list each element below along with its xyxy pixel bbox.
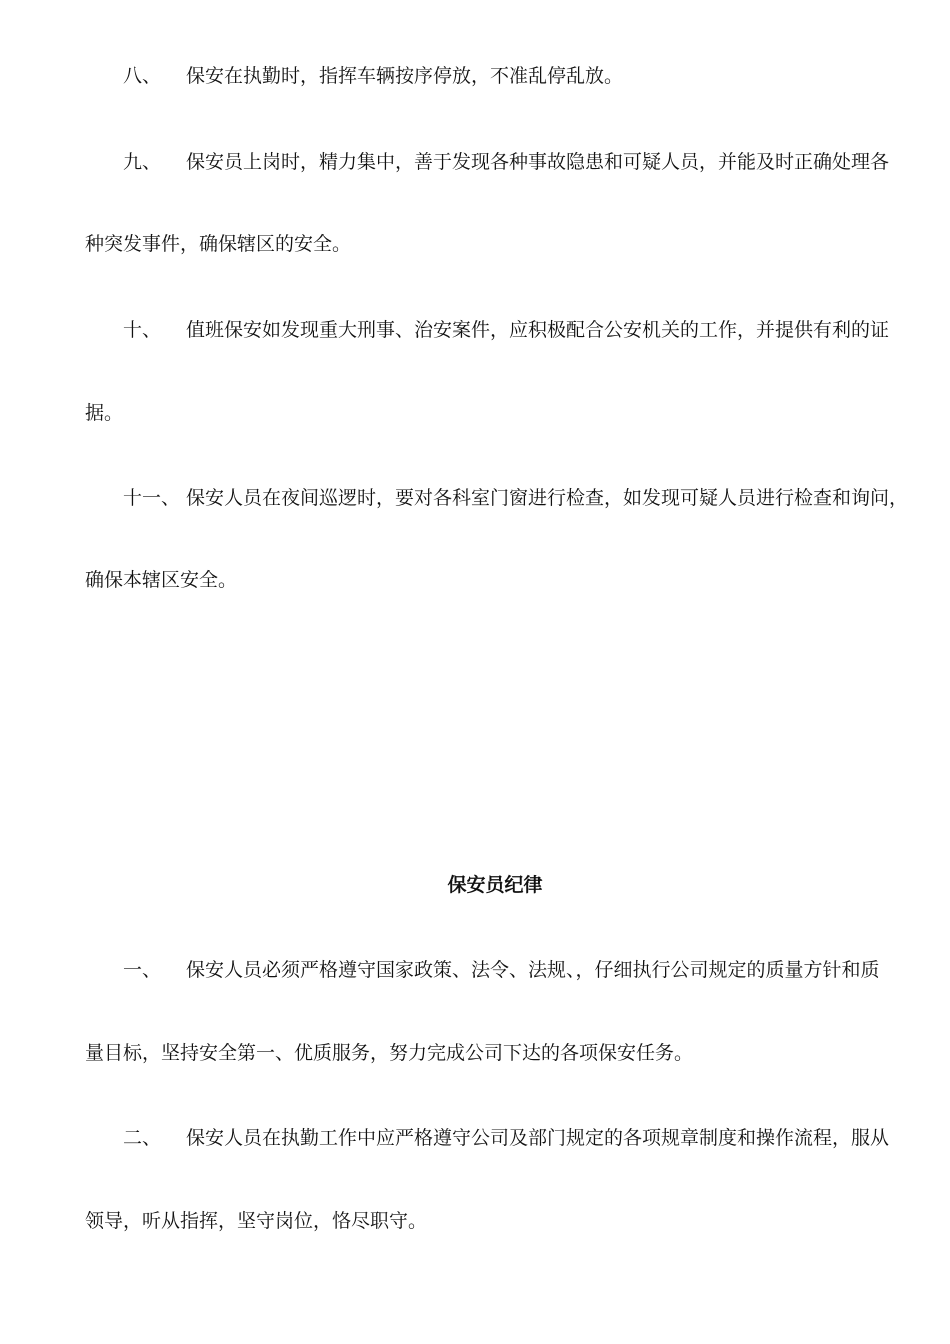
item-text-line: 量目标，坚持安全第一、优质服务，努力完成公司下达的各项保安任务。 — [85, 1042, 694, 1064]
item-text-line: 确保本辖区安全。 — [85, 569, 238, 591]
item-number: 一、 — [123, 959, 162, 981]
item-text-line: 保安人员在夜间巡逻时，要对各科室门窗进行检查，如发现可疑人员进行检查和询问， — [186, 487, 909, 509]
item-text-line: 领导，听从指挥，坚守岗位，恪尽职守。 — [85, 1210, 428, 1232]
item-text-line: 据。 — [85, 402, 124, 424]
item-text-line: 保安人员必须严格遵守国家政策、法令、法规、，仔细执行公司规定的质量方针和质 — [186, 959, 880, 981]
item-number: 十、 — [123, 319, 162, 341]
item-number: 二、 — [123, 1127, 162, 1149]
item-text-line: 保安在执勤时，指挥车辆按序停放，不准乱停乱放。 — [186, 65, 624, 87]
section-title: 保安员纪律 — [447, 874, 543, 896]
item-text-line: 保安人员在执勤工作中应严格遵守公司及部门规定的各项规章制度和操作流程，服从 — [186, 1127, 890, 1149]
item-number: 九、 — [123, 151, 162, 173]
item-text-line: 种突发事件，确保辖区的安全。 — [85, 233, 352, 255]
item-text-line: 值班保安如发现重大刑事、治安案件，应积极配合公安机关的工作，并提供有利的证 — [186, 319, 890, 341]
item-number: 十一、 — [123, 487, 181, 509]
item-number: 八、 — [123, 65, 162, 87]
item-text-line: 保安员上岗时，精力集中，善于发现各种事故隐患和可疑人员，并能及时正确处理各 — [186, 151, 890, 173]
